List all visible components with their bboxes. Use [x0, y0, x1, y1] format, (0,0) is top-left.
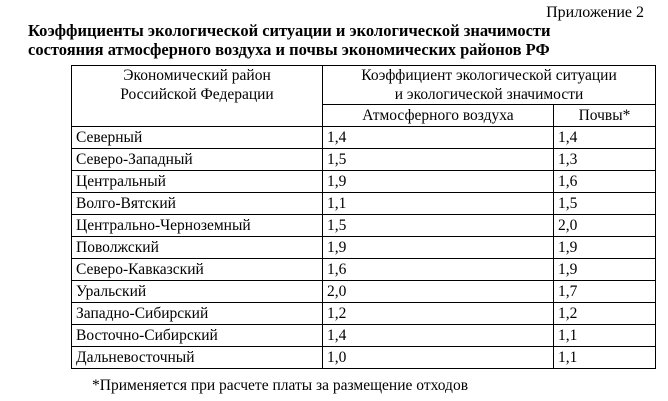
header-region-line-2: Российской Федерации [120, 86, 274, 103]
cell-air: 1,0 [323, 347, 554, 369]
cell-soil: 1,1 [554, 325, 656, 347]
table-row [72, 171, 656, 193]
cell-soil: 1,9 [554, 237, 656, 259]
table-row [72, 303, 656, 325]
title-line-1: Коэффициенты экологической ситуации и экологической значимости [28, 21, 551, 40]
footnote: *Применяется при расчете платы за размещение отходов [92, 377, 469, 394]
header-soil: Почвы* [554, 105, 656, 127]
cell-region: Северо-Западный [72, 149, 323, 171]
table-row [72, 215, 656, 237]
table-row [72, 325, 656, 347]
cell-air: 1,6 [323, 259, 554, 281]
table-row [72, 347, 656, 369]
table-row [72, 127, 656, 149]
cell-air: 1,9 [323, 237, 554, 259]
header-region-line-1: Экономический район [123, 67, 271, 84]
cell-region: Уральский [72, 281, 323, 303]
header-air: Атмосферного воздуха [323, 105, 554, 127]
cell-air: 1,9 [323, 171, 554, 193]
cell-air: 1,4 [323, 325, 554, 347]
cell-air: 1,2 [323, 303, 554, 325]
header-coefficient [323, 66, 656, 105]
cell-soil: 1,6 [554, 171, 656, 193]
table-row [72, 237, 656, 259]
table-row [72, 281, 656, 303]
header-coefficient-line-2: и экологической значимости [394, 86, 584, 103]
table-row [72, 193, 656, 215]
cell-soil: 1,5 [554, 193, 656, 215]
cell-air: 1,4 [323, 127, 554, 149]
cell-air: 2,0 [323, 281, 554, 303]
cell-air: 1,5 [323, 215, 554, 237]
cell-region: Поволжский [72, 237, 323, 259]
cell-region: Западно-Сибирский [72, 303, 323, 325]
cell-soil: 1,7 [554, 281, 656, 303]
table-row [72, 259, 656, 281]
header-coefficient-line-1: Коэффициент экологической ситуации [361, 67, 617, 84]
cell-soil: 1,9 [554, 259, 656, 281]
appendix-label: Приложение 2 [546, 4, 644, 21]
header-region [72, 66, 323, 127]
cell-soil: 1,1 [554, 347, 656, 369]
cell-region: Дальневосточный [72, 347, 323, 369]
title-line-2: состояния атмосферного воздуха и почвы экономических районов РФ [28, 40, 550, 59]
cell-soil: 2,0 [554, 215, 656, 237]
cell-air: 1,5 [323, 149, 554, 171]
cell-soil: 1,3 [554, 149, 656, 171]
document-title [28, 21, 668, 59]
cell-region: Центральный [72, 171, 323, 193]
cell-region: Северный [72, 127, 323, 149]
cell-region: Северо-Кавказский [72, 259, 323, 281]
coefficients-table [71, 65, 656, 369]
cell-region: Центрально-Черноземный [72, 215, 323, 237]
table-row [72, 149, 656, 171]
cell-air: 1,1 [323, 193, 554, 215]
cell-soil: 1,4 [554, 127, 656, 149]
cell-region: Волго-Вятский [72, 193, 323, 215]
table-body [72, 127, 656, 369]
cell-region: Восточно-Сибирский [72, 325, 323, 347]
cell-soil: 1,2 [554, 303, 656, 325]
